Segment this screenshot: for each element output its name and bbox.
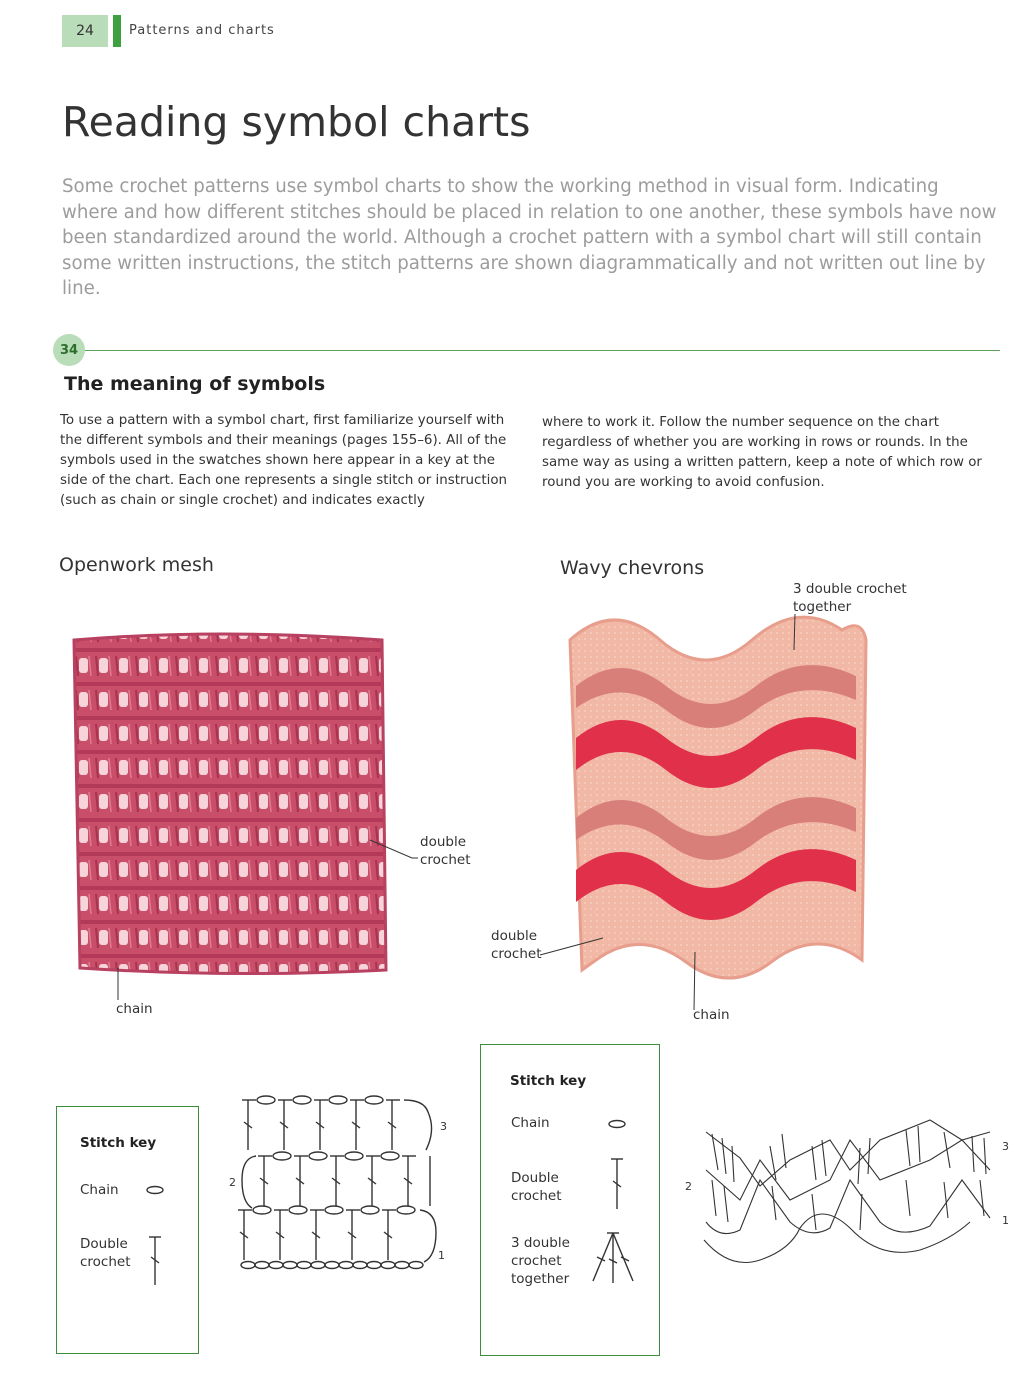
section-heading: The meaning of symbols [64,373,326,395]
foundation-chain-row [241,1262,423,1269]
double-crochet-symbol-icon [609,1157,625,1211]
openwork-row-number-3: 3 [440,1120,447,1133]
openwork-row-number-1: 1 [438,1249,445,1262]
chevrons-chain-label: chain [693,1007,730,1023]
body-column-1: To use a pattern with a symbol chart, first familiarize yourself with the different symbols and their meanings (pages 155–6). All of the symbols used in the swatches shown here appear in a key at the side of the chart. Each one represents a single stitch or instruction (such as chain or single crochet) and indicates exactly [60,413,507,508]
page-title: Reading symbol charts [62,98,531,146]
openwork-key-chain: Chain [80,1182,119,1198]
chevrons-3dc-together-label: 3 double crochet together [793,581,907,615]
double-crochet-symbol-icon [147,1235,163,1287]
chart-row-2 [242,1152,430,1208]
chevrons-row-number-3: 3 [1002,1140,1009,1153]
chevrons-title: Wavy chevrons [560,557,705,579]
openwork-double-crochet-label: double crochet [420,834,471,868]
openwork-symbol-chart [238,1096,436,1269]
openwork-stitch-key [56,1106,199,1354]
chevrons-key-title: Stitch key [510,1073,587,1089]
three-dc-together-symbol-icon [589,1231,637,1285]
section-number-badge: 34 [53,334,85,366]
openwork-key-title: Stitch key [80,1135,157,1151]
chain-symbol-icon [145,1185,165,1195]
chevrons-key-3dc: 3 double crochet together [511,1235,570,1287]
chevrons-double-crochet-label: double crochet [491,928,542,962]
chevrons-row-number-1: 1 [1002,1214,1009,1227]
running-head: Patterns and charts [129,23,275,38]
chart-row-3 [242,1096,432,1150]
page-number: 24 [62,15,108,47]
openwork-row-number-2: 2 [229,1176,236,1189]
openwork-title: Openwork mesh [59,554,214,576]
chevrons-key-double: Double crochet [511,1170,562,1204]
openwork-chain-label: chain [116,1001,153,1017]
openwork-key-double: Double crochet [80,1236,131,1270]
chevrons-row-number-2: 2 [685,1180,692,1193]
chain-symbol-icon [607,1119,627,1129]
chart-row-1 [238,1206,436,1262]
chevron-symbol-chart [704,1120,990,1263]
chevrons-stitch-key [480,1044,660,1356]
chevrons-key-chain: Chain [511,1115,550,1131]
body-column-2: where to work it. Follow the number sequence on the chart regardless of whether you are working in rows or rounds. In the same way as using a written pattern, keep a note of which row or round you are working to avoid confusion. [542,415,982,490]
intro-paragraph: Some crochet patterns use symbol charts to show the working method in visual form. Indicating where and how different stitches should be placed in relation to one another, these symbols have now been standardized around the world. Although a crochet pattern with a symbol chart will still contain some written instructions, the stitch patterns are shown diagrammatically and not written out line by line. [62,176,997,300]
